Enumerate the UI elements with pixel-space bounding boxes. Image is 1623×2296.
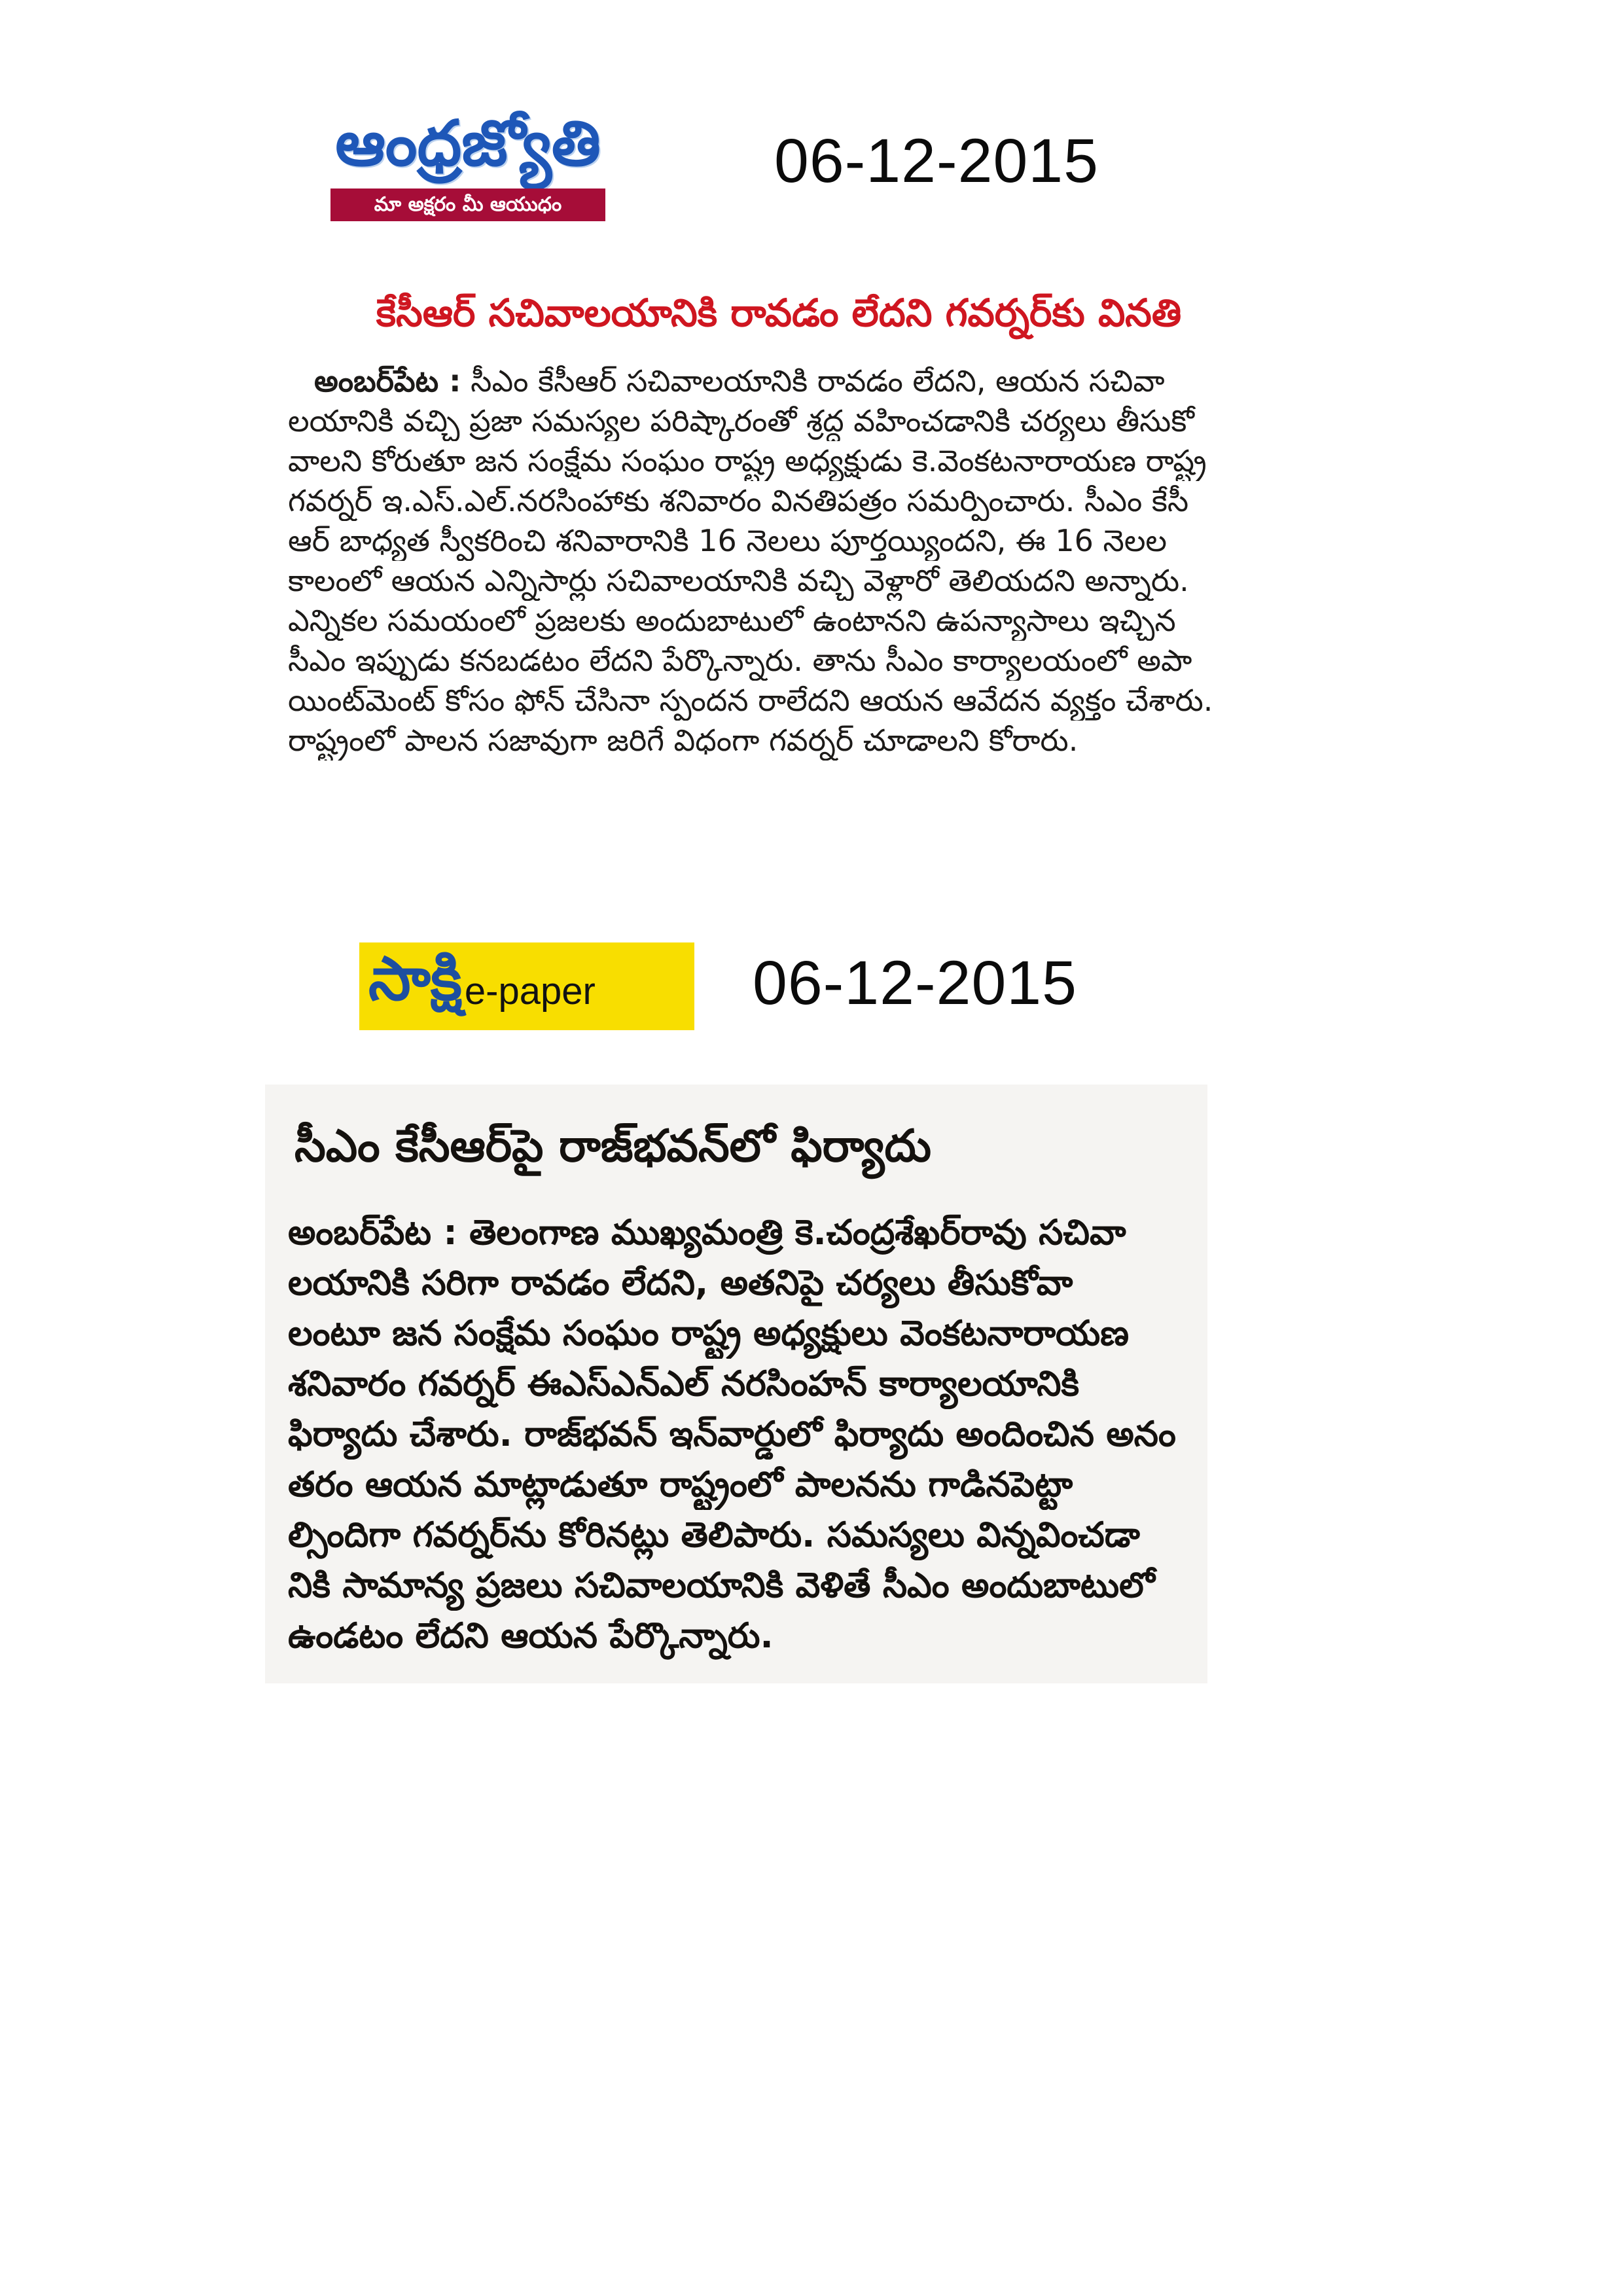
body-line: ఫిర్యాదు చేశారు. రాజ్‌భవన్ ఇన్‌వార్డులో ఫిర్యాదు అందించిన అనం xyxy=(288,1414,1176,1454)
andhra-jyothi-tagline: మా అక్షరం మీ ఆయుధం xyxy=(374,193,562,216)
body-line: సీఎం ఇప్పుడు కనబడటం లేదని పేర్కొన్నారు. తాను సీఎం కార్యాలయంలో అపా xyxy=(288,643,1192,678)
andhra-jyothi-article xyxy=(288,286,1270,761)
andhra-jyothi-logo xyxy=(330,98,605,223)
body-line: ఎన్నికల సమయంలో ప్రజలకు అందుబాటులో ఉంటానని ఉపన్యాసాలు ఇచ్చిన xyxy=(288,603,1176,638)
sakshi-body xyxy=(288,1208,1198,1661)
sakshi-headline: సీఎం కేసీఆర్‌పై రాజ్‌భవన్‌లో ఫిర్యాదు xyxy=(294,1121,931,1172)
sakshi-logo-text: సాక్షి xyxy=(368,944,462,1014)
body-line: ఆర్ బాధ్యత స్వీకరించి శనివారానికి 16 నెలలు పూర్తయ్యిందని, ఈ 16 నెలల xyxy=(288,523,1168,558)
sakshi-article xyxy=(265,1085,1207,1683)
body-line: కాలంలో ఆయన ఎన్నిసార్లు సచివాలయానికి వచ్చి వెళ్లారో తెలియదని అన్నారు. xyxy=(288,563,1189,598)
body-line: లయానికి సరిగా రావడం లేదని, అతనిపై చర్యలు తీసుకోవా xyxy=(288,1263,1073,1303)
sakshi-date: 06-12-2015 xyxy=(753,948,1077,1018)
body-line: ల్సిందిగా గవర్నర్‌ను కోరినట్లు తెలిపారు. సమస్యలు విన్నవించడా xyxy=(288,1515,1140,1555)
andhra-jyothi-tagline-band xyxy=(330,188,605,221)
body-line: వాలని కోరుతూ జన సంక్షేమ సంఘం రాష్ట్ర అధ్యక్షుడు కె.వెంకటనారాయణ రాష్ట్ర xyxy=(288,443,1207,478)
sakshi-epaper-label: e-paper xyxy=(464,969,596,1013)
andhra-jyothi-body xyxy=(288,361,1270,761)
sakshi-logo xyxy=(359,942,694,1030)
body-line: ఉండటం లేదని ఆయన పేర్కొన్నారు. xyxy=(288,1616,774,1656)
body-line: నికి సామాన్య ప్రజలు సచివాలయానికి వెళితే సీఎం అందుబాటులో xyxy=(288,1566,1155,1605)
andhra-jyothi-dateline: అంబర్‌పేట : xyxy=(314,363,461,399)
body-line: గవర్నర్ ఇ.ఎస్.ఎల్.నరసింహాకు శనివారం వినతిపత్రం సమర్పించారు. సీఎం కేసీ xyxy=(288,483,1189,518)
sakshi-dateline: అంబర్‌పేట : xyxy=(288,1213,457,1253)
body-line: శనివారం గవర్నర్ ఈఎస్ఎన్ఎల్ నరసింహన్ కార్యాలయానికి xyxy=(288,1364,1080,1404)
body-line: తరం ఆయన మాట్లాడుతూ రాష్ట్రంలో పాలనను గాడినపెట్టా xyxy=(288,1465,1073,1505)
body-line-text: సీఎం కేసీఆర్ సచివాలయానికి రావడం లేదని, ఆయన సచివా xyxy=(471,363,1165,399)
andhra-jyothi-date: 06-12-2015 xyxy=(774,126,1099,196)
andhra-jyothi-logo-text: ఆంధ్రజ్యోతి xyxy=(335,107,601,180)
body-line xyxy=(288,1208,1198,1258)
andhra-jyothi-headline: కేసీఆర్ సచివాలయానికి రావడం లేదని గవర్నర్‌కు వినతి xyxy=(376,291,1182,335)
body-line-text: తెలంగాణ ముఖ్యమంత్రి కె.చంద్రశేఖర్‌రావు సచివా xyxy=(469,1213,1126,1253)
body-line xyxy=(288,361,1270,401)
body-line: లయానికి వచ్చి ప్రజా సమస్యల పరిష్కారంతో శ్రద్ధ వహించడానికి చర్యలు తీసుకో xyxy=(288,403,1194,439)
body-line: రాష్ట్రంలో పాలన సజావుగా జరిగే విధంగా గవర్నర్ చూడాలని కోరారు. xyxy=(288,723,1079,758)
body-line: యింట్‌మెంట్ కోసం ఫోన్ చేసినా స్పందన రాలేదని ఆయన ఆవేదన వ్యక్తం చేశారు. xyxy=(288,683,1213,718)
body-line: లంటూ జన సంక్షేమ సంఘం రాష్ట్ర అధ్యక్షులు వెంకటనారాయణ xyxy=(288,1314,1129,1354)
